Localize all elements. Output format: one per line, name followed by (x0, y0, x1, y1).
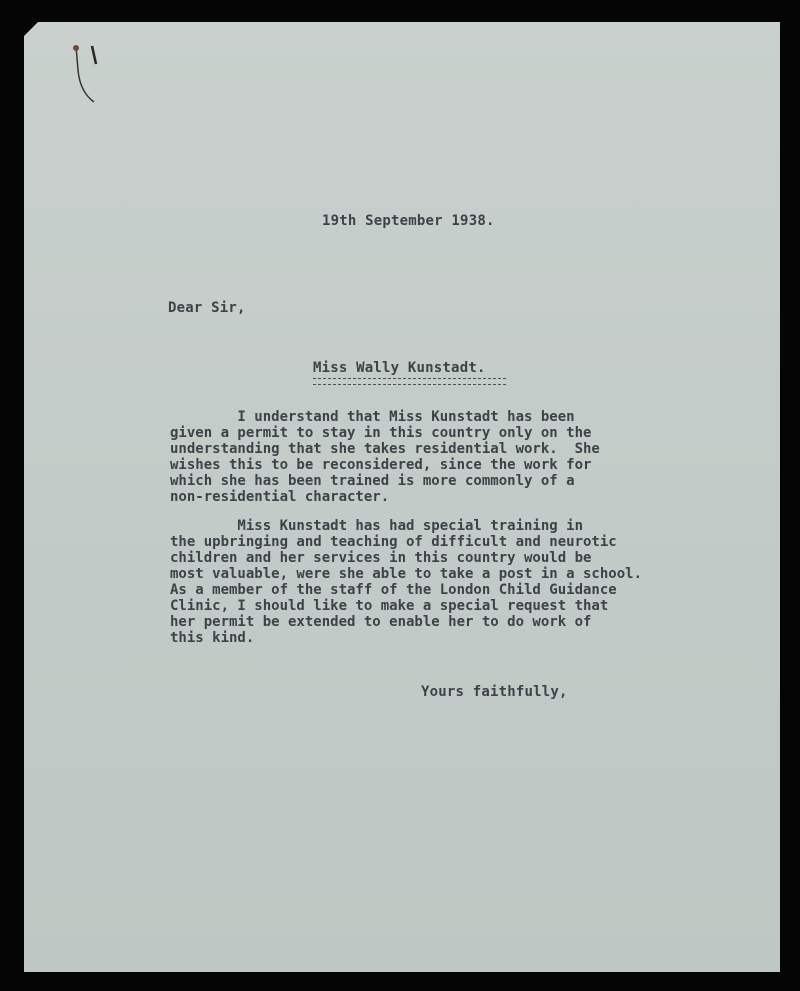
salutation: Dear Sir, (168, 300, 246, 316)
pin-hole-mark (66, 40, 106, 110)
letter-date: 19th September 1938. (322, 213, 495, 229)
subject-line: Miss Wally Kunstadt. (313, 360, 486, 376)
paragraph-line: this kind. (170, 630, 255, 646)
paragraph-line: given a permit to stay in this country only on the (170, 425, 592, 441)
paragraph-line: which she has been trained is more commonly of a (170, 473, 575, 489)
closing: Yours faithfully, (421, 684, 568, 700)
paragraph-line: wishes this to be reconsidered, since the work for (170, 457, 592, 473)
paragraph-line: the upbringing and teaching of difficult and neurotic (170, 534, 617, 550)
paragraph-line: As a member of the staff of the London Child Guidance (170, 582, 617, 598)
paragraph-1 (170, 409, 600, 505)
paragraph-line: Miss Kunstadt has had special training in (170, 518, 584, 534)
paragraph-line: her permit be extended to enable her to do work of (170, 614, 592, 630)
paragraph-line: Clinic, I should like to make a special request that (170, 598, 609, 614)
paragraph-line: I understand that Miss Kunstadt has been (170, 409, 575, 425)
paragraph-line: children and her services in this country would be (170, 550, 592, 566)
subject-double-underline (313, 378, 506, 385)
paragraph-line: understanding that she takes residential work. She (170, 441, 600, 457)
torn-corner (24, 22, 38, 36)
paragraph-line: most valuable, were she able to take a post in a school. (170, 566, 643, 582)
paragraph-2 (170, 518, 642, 646)
paragraph-line: non-residential character. (170, 489, 390, 505)
